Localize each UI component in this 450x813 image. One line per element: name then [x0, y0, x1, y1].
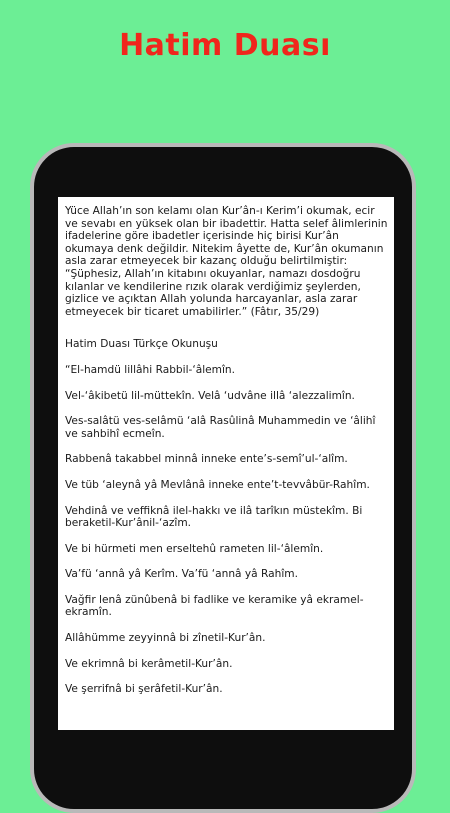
prayer-line: Vel-‘âkibetü lil-müttekîn. Velâ ‘udvâne illâ ‘alezzalimîn.: [65, 389, 355, 402]
prayer-line: Ve şerrifnâ bi şerâfetil-Kur’ân.: [65, 683, 223, 696]
prayer-line: Ve tüb ‘aleynâ yâ Mevlânâ inneke ente’t-tevvâbür-Rahîm.: [65, 478, 370, 491]
prayer-line: Rabbenâ takabbel minnâ inneke ente’s-semî’ul-‘alîm.: [65, 453, 348, 466]
prayer-line: Allâhümme zeyyinnâ bi zînetil-Kur’ân.: [65, 632, 266, 645]
prayer-line: Vağfir lenâ zünûbenâ bi fadlike ve keramike yâ ekramel-ekramîn.: [65, 593, 364, 619]
prayer-line: Ve bi hürmeti men erseltehû rameten lil-‘âlemîn.: [65, 542, 324, 555]
screen-content-area[interactable]: [58, 197, 394, 730]
prayer-line: Ves-salâtü ves-selâmü ‘alâ Rasûlinâ Muhammedin ve ‘âlihî ve sahbihî ecmeîn.: [65, 415, 376, 440]
prayer-text: [58, 197, 394, 696]
section-heading: Hatim Duası Türkçe Okunuşu: [65, 338, 218, 351]
prayer-line: “El-hamdü lillâhi Rabbil-‘âlemîn.: [65, 363, 236, 376]
intro-paragraph: Yüce Allah’ın son kelamı olan Kur’ân-ı Kerim’i okumak, ecir ve sevabı en yüksek olan bir ibadettir. Hatta selef âlimlerinin ifadelerine göre ibadetler içerisinde hiç birisi Kur’ân okumaya denk değildir. Nitekim âyette de, Kur’ân okumanın asla zarar etmeyecek bir kazanç olduğu belirtilmiştir: “Şüphesiz, Allah’ın kitabını okuyanlar, namazı dosdoğru kılanlar ve kendilerine rızık olarak verdiğimiz şeylerden, gizlice ve açıktan Allah yolunda harcayanlar, asla zarar etmeyecek bir ticaret umabilirler.” (Fâtır, 35/29): [65, 205, 388, 318]
app-title: Hatim Duası: [119, 28, 331, 63]
prayer-line: Va’fü ‘annâ yâ Kerîm. Va’fü ‘annâ yâ Rahîm.: [65, 568, 298, 581]
prayer-line: Ve ekrimnâ bi kerâmetil-Kur’ân.: [65, 657, 233, 670]
prayer-line: Vehdinâ ve veffiknâ ilel-hakkı ve ilâ tarîkın müstekîm. Bi beraketil-Kur’ânil-‘azîm.: [65, 504, 363, 530]
